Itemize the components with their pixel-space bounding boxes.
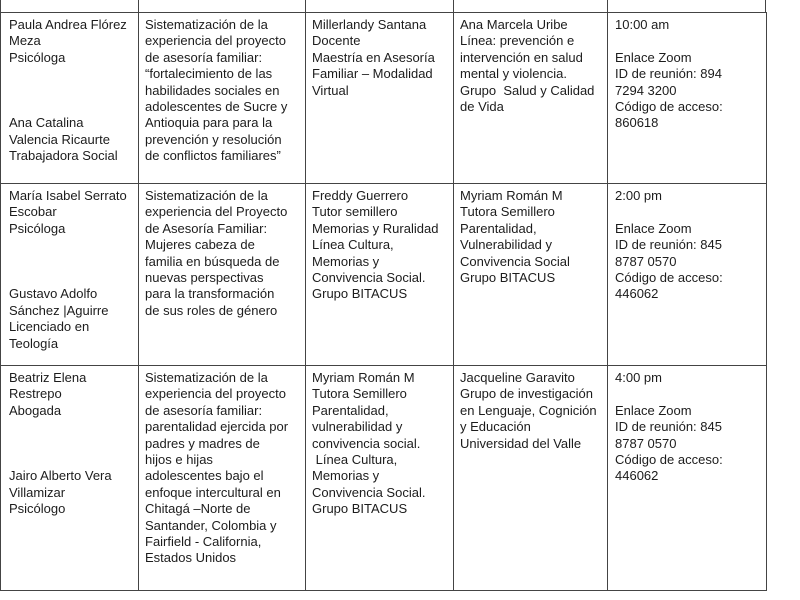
text-line: Memorias y Ruralidad: [312, 220, 439, 236]
text-line: Restrepo: [9, 386, 62, 402]
text-line: adolescentes bajo el: [145, 468, 264, 484]
text-line: 8787 0570: [615, 253, 677, 269]
text-line: [9, 99, 134, 115]
text-line: Parentalidad,: [460, 220, 537, 236]
text-line: Sistematización de la: [145, 370, 268, 385]
text-line: Grupo de investigación: [460, 386, 593, 402]
text-line: Meza: [9, 33, 41, 49]
text-line: Parentalidad,: [312, 402, 389, 418]
schedule-zoom-cell[interactable]: [608, 366, 767, 591]
text-line: [9, 66, 134, 82]
text-line: [615, 33, 762, 49]
text-line: Línea Cultura,: [312, 452, 398, 468]
tutor-cell[interactable]: [306, 13, 454, 184]
text-line: Valencia Ricaurte: [9, 131, 110, 147]
text-line: [9, 452, 134, 468]
text-line: de conflictos familiares”: [145, 148, 281, 164]
text-line: [9, 83, 134, 99]
text-line: Licenciado en: [9, 319, 90, 335]
text-line: Mujeres cabeza de: [145, 237, 255, 253]
text-line: Sistematización de la: [145, 17, 268, 32]
text-line: ID de reunión: 845: [615, 237, 722, 253]
text-line: Estados Unidos: [145, 550, 237, 566]
text-line: Fairfield - California,: [145, 534, 262, 550]
research-group-cell[interactable]: [454, 184, 608, 366]
table-row: [1, 366, 767, 591]
tutor-cell[interactable]: [306, 366, 454, 591]
text-line: experiencia del proyecto: [145, 33, 286, 49]
text-line: Jairo Alberto Vera: [9, 468, 112, 484]
text-line: Maestría en Asesoría: [312, 49, 435, 65]
text-line: Grupo BITACUS: [460, 270, 556, 286]
text-line: experiencia del proyecto: [145, 386, 286, 402]
text-line: [9, 270, 134, 286]
schedule-zoom-cell[interactable]: [608, 184, 767, 366]
text-line: [9, 436, 134, 452]
text-line: Myriam Román M: [460, 188, 563, 203]
text-line: Convivencia Social.: [312, 484, 426, 500]
text-line: Virtual: [312, 82, 349, 98]
schedule-table-body: [1, 13, 767, 591]
text-line: Vulnerabilidad y: [460, 237, 553, 253]
text-line: Enlace Zoom: [615, 402, 692, 418]
text-line: 860618: [615, 115, 659, 131]
text-line: María Isabel Serrato: [9, 188, 127, 203]
text-line: de asesoría familiar:: [145, 402, 263, 418]
table-row: [1, 13, 767, 184]
text-line: 4:00 pm: [615, 370, 662, 385]
text-line: Enlace Zoom: [615, 220, 692, 236]
text-line: intervención en salud: [460, 49, 583, 65]
text-line: 2:00 pm: [615, 188, 662, 203]
text-line: convivencia social.: [312, 435, 421, 451]
text-line: Santander, Colombia y: [145, 517, 277, 533]
text-line: Convivencia Social.: [312, 270, 426, 286]
text-line: padres y madres de: [145, 435, 260, 451]
text-line: Gustavo Adolfo: [9, 286, 98, 302]
text-line: “fortalecimiento de las: [145, 66, 273, 82]
text-line: [9, 237, 134, 253]
research-group-cell[interactable]: [454, 366, 608, 591]
text-line: 7294 3200: [615, 82, 677, 98]
text-line: de asesoría familiar:: [145, 49, 263, 65]
text-line: Tutora Semillero: [460, 204, 555, 220]
text-line: Código de acceso:: [615, 452, 723, 468]
text-line: ID de reunión: 845: [615, 419, 722, 435]
text-line: [615, 204, 762, 220]
text-line: Grupo BITACUS: [312, 286, 408, 302]
text-line: en Lenguaje, Cognición: [460, 402, 597, 418]
text-line: nuevas perspectivas: [145, 270, 264, 286]
text-line: Villamizar: [9, 484, 66, 500]
text-line: Trabajadora Social: [9, 148, 118, 164]
text-line: Memorias y: [312, 253, 380, 269]
schedule-table: [0, 12, 767, 591]
text-line: Millerlandy Santana: [312, 17, 427, 32]
text-line: Línea Cultura,: [312, 237, 394, 253]
text-line: mental y violencia.: [460, 66, 567, 82]
text-line: Psicólogo: [9, 501, 66, 517]
text-line: Psicóloga: [9, 220, 66, 236]
text-line: Enlace Zoom: [615, 49, 692, 65]
text-line: prevención y resolución: [145, 131, 282, 147]
text-line: experiencia del Proyecto: [145, 204, 288, 220]
text-line: Sánchez |Aguirre: [9, 302, 109, 318]
text-line: Antioquia para para la: [145, 115, 273, 131]
text-line: [9, 419, 134, 435]
text-line: Sistematización de la: [145, 188, 268, 203]
text-line: y Educación: [460, 419, 531, 435]
text-line: Código de acceso:: [615, 270, 723, 286]
text-line: ID de reunión: 894: [615, 66, 722, 82]
text-line: 8787 0570: [615, 435, 677, 451]
text-line: Jacqueline Garavito: [460, 370, 575, 385]
text-line: Myriam Román M: [312, 370, 415, 385]
text-line: de sus roles de género: [145, 302, 278, 318]
text-line: Beatriz Elena: [9, 370, 87, 385]
text-line: Teología: [9, 335, 59, 351]
text-line: Chitagá –Norte de: [145, 501, 251, 517]
text-line: familia en búsqueda de: [145, 253, 280, 269]
text-line: Memorias y: [312, 468, 380, 484]
text-line: [9, 254, 134, 270]
text-line: hijos e hijas: [145, 452, 213, 468]
text-line: de Asesoría Familiar:: [145, 220, 268, 236]
text-line: adolescentes de Sucre y: [145, 99, 288, 115]
text-line: Psicóloga: [9, 49, 66, 65]
text-line: enfoque intercultural en: [145, 484, 281, 500]
text-line: Familiar – Modalidad: [312, 66, 433, 82]
text-line: Código de acceso:: [615, 99, 723, 115]
text-line: de Vida: [460, 99, 504, 115]
project-title-cell[interactable]: [139, 366, 306, 591]
text-line: Convivencia Social: [460, 253, 570, 269]
tutor-cell[interactable]: [306, 184, 454, 366]
participants-cell[interactable]: [1, 13, 139, 184]
text-line: Freddy Guerrero: [312, 188, 409, 203]
participants-cell[interactable]: [1, 184, 139, 366]
text-line: parentalidad ejercida por: [145, 419, 289, 435]
project-title-cell[interactable]: [139, 13, 306, 184]
text-line: [615, 386, 762, 402]
text-line: 446062: [615, 468, 659, 484]
schedule-zoom-cell[interactable]: [608, 13, 767, 184]
text-line: habilidades sociales en: [145, 82, 280, 98]
text-line: Línea: prevención e: [460, 33, 575, 49]
text-line: Tutora Semillero: [312, 386, 407, 402]
text-line: Grupo BITACUS: [312, 501, 408, 517]
participants-cell[interactable]: [1, 366, 139, 591]
text-line: 446062: [615, 286, 659, 302]
text-line: Grupo Salud y Calidad: [460, 82, 595, 98]
text-line: Ana Marcela Uribe: [460, 17, 568, 32]
text-line: Escobar: [9, 204, 57, 220]
text-line: Paula Andrea Flórez: [9, 17, 127, 32]
research-group-cell[interactable]: [454, 13, 608, 184]
table-row: [1, 184, 767, 366]
text-line: 10:00 am: [615, 17, 670, 32]
text-line: Tutor semillero: [312, 204, 398, 220]
text-line: para la transformación: [145, 286, 275, 302]
text-line: vulnerabilidad y: [312, 419, 403, 435]
text-line: Ana Catalina: [9, 115, 84, 131]
text-line: Universidad del Valle: [460, 435, 582, 451]
text-line: Docente: [312, 33, 361, 49]
text-line: Abogada: [9, 402, 62, 418]
project-title-cell[interactable]: [139, 184, 306, 366]
